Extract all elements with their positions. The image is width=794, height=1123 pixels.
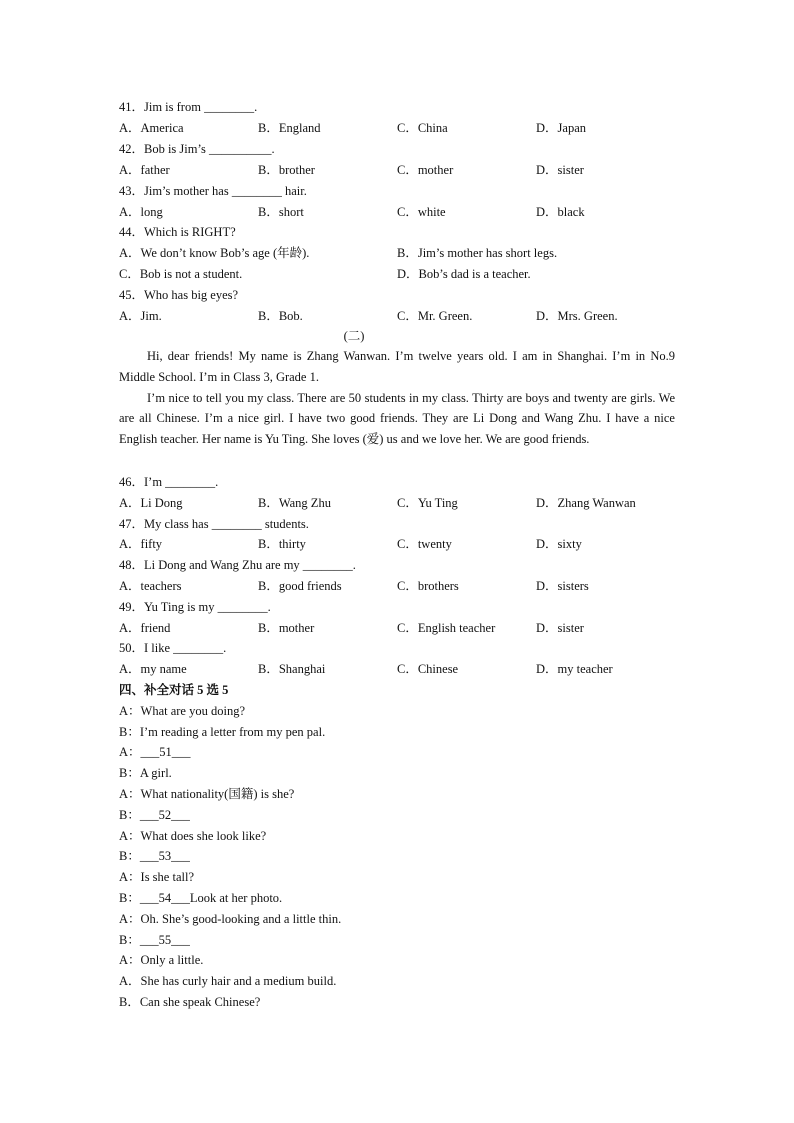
q42-option-b: B．brother — [258, 163, 315, 177]
q50-option-a: A．my name — [119, 662, 187, 676]
q46-option-c: C．Yu Ting — [397, 496, 458, 510]
question-46-stem: 46．I’m ________. — [119, 475, 219, 489]
dialogue-choice-b: B．Can she speak Chinese? — [119, 995, 261, 1009]
q41-option-d: D．Japan — [536, 121, 586, 135]
q50-option-b: B．Shanghai — [258, 662, 326, 676]
blank-51[interactable]: ___51___ — [140, 745, 191, 759]
dialogue-line-2: B：I’m reading a letter from my pen pal. — [119, 725, 326, 739]
q43-option-a: A．long — [119, 205, 163, 219]
section-4-heading: 四、补全对话 5 选 5 — [119, 683, 229, 697]
dialogue-line-13: A：Only a little. — [119, 953, 204, 967]
passage-paragraph-2: I’m nice to tell you my class. There are 50 students in my class. Thirty are boys and twenty are girls. We are all Chinese. I’m a nice girl. I have two good friends. They are Li Dong and Wang Zhu. I have a nice English teacher. Her name is Yu Ting. She loves (爱) us and we love her. We are good friends. — [119, 390, 675, 447]
q48-option-d: D．sisters — [536, 579, 589, 593]
q42-option-d: D．sister — [536, 163, 584, 177]
dialogue-line-10: B：___54___Look at her photo. — [119, 891, 283, 905]
blank-53[interactable]: ___53___ — [139, 849, 190, 863]
dialogue-line-3: A：___51___ — [119, 745, 191, 759]
dialogue-choice-a: A．She has curly hair and a medium build. — [119, 974, 337, 988]
q44-option-c: C．Bob is not a student. — [119, 267, 243, 281]
dialogue-line-11: A：Oh. She’s good-looking and a little thin. — [119, 912, 342, 926]
q49-option-d: D．sister — [536, 621, 584, 635]
q45-option-d: D．Mrs. Green. — [536, 309, 618, 323]
q47-option-d: D．sixty — [536, 537, 582, 551]
q42-option-c: C．mother — [397, 163, 454, 177]
reading-passage — [119, 346, 675, 450]
question-48-stem: 48．Li Dong and Wang Zhu are my ________. — [119, 558, 356, 572]
dialogue-line-6: B：___52___ — [119, 808, 190, 822]
q49-option-b: B．mother — [258, 621, 315, 635]
question-42-stem: 42．Bob is Jim’s __________. — [119, 142, 275, 156]
dialogue-line-4: B：A girl. — [119, 766, 172, 780]
q41-option-c: C．China — [397, 121, 448, 135]
q44-option-b: B．Jim’s mother has short legs. — [397, 246, 558, 260]
blank-52[interactable]: ___52___ — [139, 808, 190, 822]
q50-option-d: D．my teacher — [536, 662, 613, 676]
question-50-stem: 50．I like ________. — [119, 641, 227, 655]
dialogue-line-1: A：What are you doing? — [119, 704, 246, 718]
q45-option-b: B．Bob. — [258, 309, 303, 323]
dialogue-line-7: A：What does she look like? — [119, 829, 267, 843]
blank-55[interactable]: ___55___ — [139, 933, 190, 947]
q41-option-b: B．England — [258, 121, 321, 135]
dialogue-line-5: A：What nationality(国籍) is she? — [119, 787, 295, 801]
q47-option-a: A．fifty — [119, 537, 163, 551]
q48-option-c: C．brothers — [397, 579, 459, 593]
q47-option-b: B．thirty — [258, 537, 306, 551]
q43-option-b: B．short — [258, 205, 304, 219]
q45-option-c: C．Mr. Green. — [397, 309, 473, 323]
q48-option-b: B．good friends — [258, 579, 342, 593]
question-43-stem: 43．Jim’s mother has ________ hair. — [119, 184, 307, 198]
q43-option-c: C．white — [397, 205, 446, 219]
q41-option-a: A．America — [119, 121, 184, 135]
dialogue-line-8: B：___53___ — [119, 849, 190, 863]
q45-option-a: A．Jim. — [119, 309, 162, 323]
q43-option-d: D．black — [536, 205, 585, 219]
dialogue-line-9: A：Is she tall? — [119, 870, 194, 884]
q44-option-d: D．Bob’s dad is a teacher. — [397, 267, 531, 281]
question-49-stem: 49．Yu Ting is my ________. — [119, 600, 271, 614]
blank-54[interactable]: ___54___ — [139, 891, 190, 905]
q50-option-c: C．Chinese — [397, 662, 459, 676]
question-41-stem: 41．Jim is from ________. — [119, 100, 258, 114]
passage-paragraph-1: Hi, dear friends! My name is Zhang Wanwan. I’m twelve years old. I am in Shanghai. I’m in No.9 Middle School. I’m in Class 3, Grade 1. — [119, 349, 675, 384]
question-44-stem: 44．Which is RIGHT? — [119, 225, 236, 239]
q46-option-a: A．Li Dong — [119, 496, 183, 510]
q48-option-a: A．teachers — [119, 579, 182, 593]
q49-option-c: C．English teacher — [397, 621, 496, 635]
q46-option-b: B．Wang Zhu — [258, 496, 331, 510]
question-45-stem: 45．Who has big eyes? — [119, 288, 239, 302]
dialogue-line-12: B：___55___ — [119, 933, 190, 947]
q44-option-a: A．We don’t know Bob’s age (年龄). — [119, 246, 310, 260]
section-2-label: (二) — [343, 329, 365, 343]
q42-option-a: A．father — [119, 163, 170, 177]
q49-option-a: A．friend — [119, 621, 171, 635]
q46-option-d: D．Zhang Wanwan — [536, 496, 636, 510]
q47-option-c: C．twenty — [397, 537, 452, 551]
question-47-stem: 47．My class has ________ students. — [119, 517, 309, 531]
